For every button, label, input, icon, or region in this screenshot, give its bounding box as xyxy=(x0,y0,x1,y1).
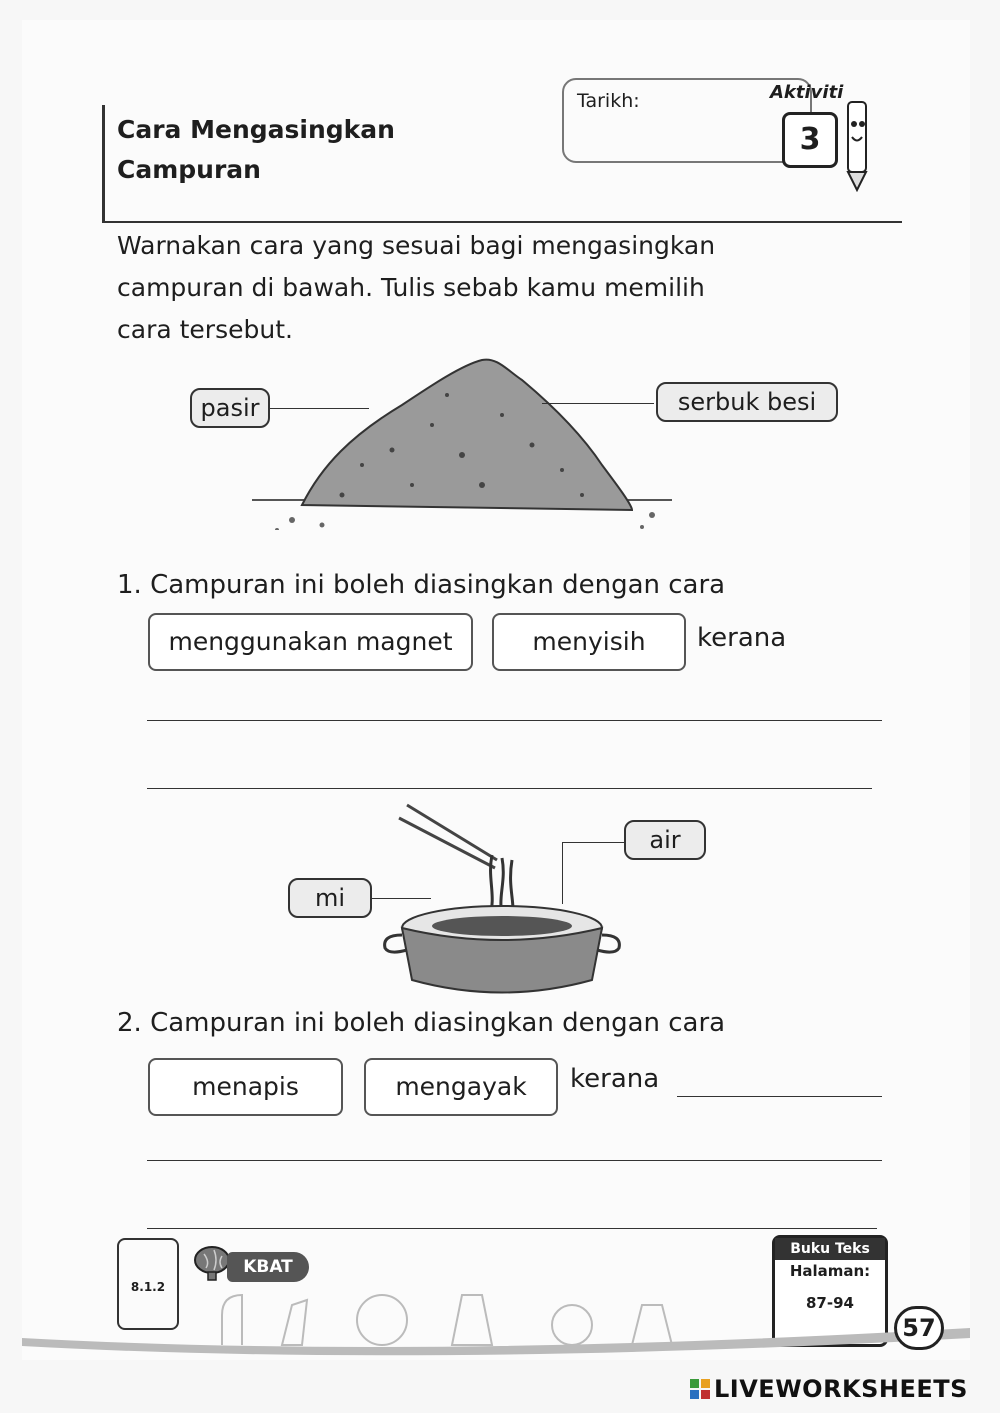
instruction-line-1: Warnakan cara yang sesuai bagi mengasingkan xyxy=(117,231,716,260)
answer-line-2c[interactable] xyxy=(147,1228,877,1229)
textbook-page-label: Halaman: xyxy=(789,1262,871,1280)
pointer-line-noodles xyxy=(371,898,431,899)
title-line-2: Campuran xyxy=(117,155,261,184)
page-number: 57 xyxy=(894,1306,944,1350)
pointer-line-water xyxy=(562,842,563,904)
reason-label-1: kerana xyxy=(697,623,787,653)
noodle-pot-illustration xyxy=(377,800,627,1000)
curriculum-code-box xyxy=(117,1238,179,1330)
liveworksheets-logo[interactable] xyxy=(690,1375,968,1403)
answer-line-2a[interactable] xyxy=(677,1096,882,1097)
instruction-line-2: campuran di bawah. Tulis sebab kamu memilih xyxy=(117,273,705,302)
pointer-line-water-top xyxy=(562,842,624,843)
option-mengayak-button[interactable]: mengayak xyxy=(364,1058,558,1116)
footer-swoosh xyxy=(22,1320,970,1360)
option-menapis-button[interactable]: menapis xyxy=(148,1058,343,1116)
page-title xyxy=(117,110,457,190)
pencil-mascot-icon xyxy=(842,92,872,192)
instruction-text xyxy=(117,225,817,351)
brand-text: LIVEWORKSHEETS xyxy=(714,1375,968,1403)
pointer-line-iron xyxy=(542,403,654,404)
label-water: air xyxy=(624,820,706,860)
activity-number: 3 xyxy=(782,112,838,168)
option-menyisih-button[interactable]: menyisih xyxy=(492,613,686,671)
curriculum-code: 8.1.2 xyxy=(130,1280,166,1294)
question-2-text: 2. Campuran ini boleh diasingkan dengan cara xyxy=(117,1008,726,1038)
label-iron-filings: serbuk besi xyxy=(656,382,838,422)
liveworksheets-logo-icon xyxy=(690,1379,710,1399)
title-line-1: Cara Mengasingkan xyxy=(117,115,395,144)
label-noodles: mi xyxy=(288,878,372,918)
label-sand: pasir xyxy=(190,388,270,428)
question-1-text: 1. Campuran ini boleh diasingkan dengan cara xyxy=(117,570,726,600)
answer-line-2b[interactable] xyxy=(147,1160,882,1161)
kbat-badge: KBAT xyxy=(227,1252,309,1282)
pointer-line-sand xyxy=(269,408,369,409)
option-magnet-button[interactable]: menggunakan magnet xyxy=(148,613,473,671)
answer-line-1b[interactable] xyxy=(147,788,872,789)
sand-pile-illustration xyxy=(232,355,692,530)
answer-line-1a[interactable] xyxy=(147,720,882,721)
instruction-line-3: cara tersebut. xyxy=(117,315,293,344)
activity-label: Aktiviti xyxy=(770,82,844,103)
worksheet-page xyxy=(22,20,970,1360)
textbook-pages: 87-94 xyxy=(806,1294,854,1312)
date-label: Tarikh: xyxy=(577,90,640,112)
reason-label-2: kerana xyxy=(570,1064,660,1094)
textbook-title: Buku Teks xyxy=(775,1238,885,1260)
